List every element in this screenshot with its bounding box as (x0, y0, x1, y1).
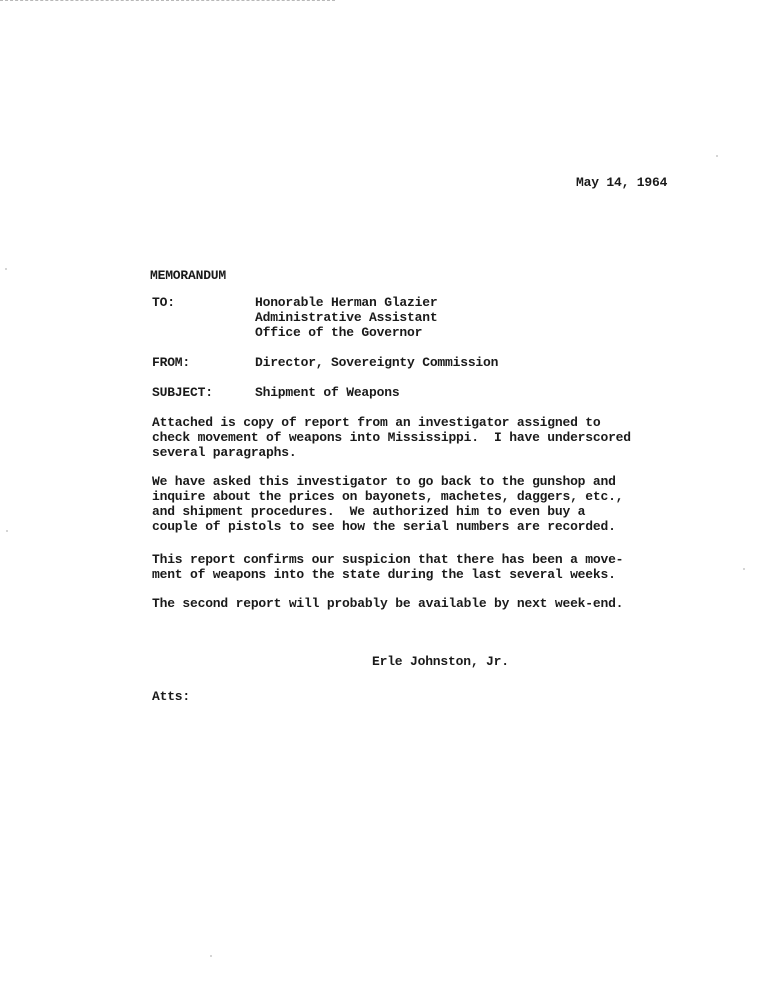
to-line: Administrative Assistant (255, 310, 438, 325)
body-paragraph-2 (152, 474, 632, 534)
from-label: FROM: (152, 355, 191, 370)
scan-speck (210, 955, 212, 957)
scan-speck (5, 268, 7, 270)
body-line: We have asked this investigator to go back to the gunshop and (152, 474, 616, 489)
to-line: Honorable Herman Glazier (255, 295, 438, 310)
from-value: Director, Sovereignty Commission (255, 355, 499, 370)
body-paragraph-1 (152, 415, 632, 460)
attachments-label: Atts: (152, 689, 191, 704)
memo-date: May 14, 1964 (576, 175, 668, 190)
scan-speck (743, 568, 745, 570)
scan-speck (716, 155, 718, 157)
subject-value: Shipment of Weapons (255, 385, 400, 400)
memo-heading: MEMORANDUM (150, 268, 227, 283)
body-line: couple of pistols to see how the serial numbers are recorded. (152, 519, 616, 534)
to-line: Office of the Governor (255, 325, 423, 340)
body-line: This report confirms our suspicion that there has been a move- (152, 552, 624, 567)
top-dashed-rule (0, 0, 335, 1)
body-paragraph-3 (152, 552, 632, 582)
body-line: ment of weapons into the state during the last several weeks. (152, 567, 616, 582)
body-paragraph-4 (152, 596, 632, 611)
body-line: check movement of weapons into Mississippi. I have underscored (152, 430, 631, 445)
subject-label: SUBJECT: (152, 385, 213, 400)
body-line: several paragraphs. (152, 445, 297, 460)
body-line: Attached is copy of report from an investigator assigned to (152, 415, 601, 430)
body-line: and shipment procedures. We authorized him to even buy a (152, 504, 586, 519)
signature: Erle Johnston, Jr. (372, 654, 509, 669)
scan-speck (6, 530, 8, 532)
body-line: The second report will probably be available by next week-end. (152, 596, 624, 611)
body-line: inquire about the prices on bayonets, machetes, daggers, etc., (152, 489, 624, 504)
to-label: TO: (152, 295, 175, 310)
to-recipient-block (255, 295, 437, 340)
